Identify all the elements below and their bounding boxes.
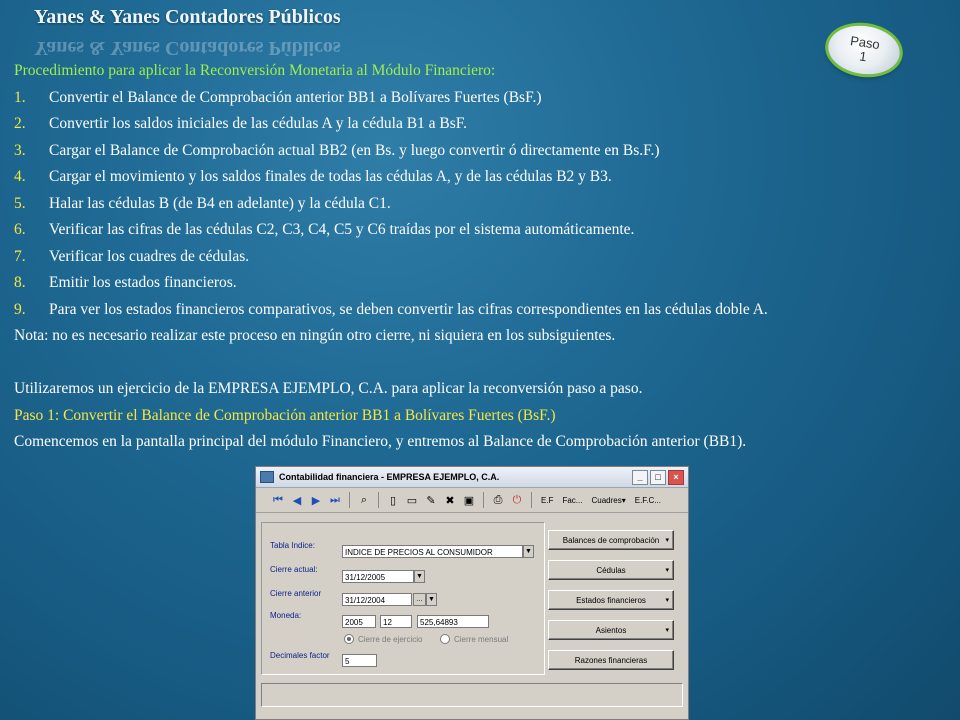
steps-list	[14, 85, 950, 324]
save-icon[interactable]: ▣	[463, 494, 475, 507]
intro-text: Procedimiento para aplicar la Reconversión Monetaria al Módulo Financiero:	[14, 62, 496, 79]
list-item: 3. Cargar el Balance de Comprobación actual BB2 (en Bs. y luego convertir ó directamente en Bs.F.)	[14, 141, 660, 159]
cierre-actual-field[interactable]: 31/12/2005	[342, 570, 414, 583]
first-record-icon[interactable]: ⏮	[273, 493, 283, 506]
slide-content	[14, 58, 950, 456]
list-item: 2. Convertir los saldos iniciales de las cédulas A y la cédula B1 a BsF.	[14, 115, 468, 132]
list-item: 1. Convertir el Balance de Comprobación anterior BB1 a Bolívares Fuertes (BsF.)	[14, 88, 542, 106]
cierre-actual-label: Cierre actual:	[270, 565, 318, 574]
app-icon	[260, 471, 274, 483]
cierre-anterior-field[interactable]: 31/12/2004	[342, 593, 412, 606]
new-document-icon[interactable]: ▯	[389, 494, 397, 507]
list-item: 5. Halar las cédulas B (de B4 en adelante) y la cédula C1.	[14, 194, 391, 212]
spacer	[14, 350, 950, 377]
radio-dot	[344, 634, 354, 644]
chevron-down-icon[interactable]: ▼	[426, 593, 437, 606]
chevron-down-icon[interactable]: ▼	[414, 570, 425, 583]
window-titlebar[interactable]	[256, 467, 688, 488]
fac-button[interactable]: Fac...	[562, 495, 583, 505]
list-item: 4. Cargar el movimiento y los saldos finales de todas las cédulas A, y de las cédulas B2 y B3.	[14, 168, 612, 185]
asientos-button[interactable]: Asientos ▾	[548, 620, 674, 640]
decimales-field[interactable]: 5	[342, 654, 377, 667]
last-record-icon[interactable]: ⏭	[330, 493, 340, 506]
decimales-label: Decimales factor	[270, 651, 330, 660]
chevron-down-icon: ▾	[665, 567, 669, 574]
radio-cierre-ejercicio[interactable]: Cierre de ejercicio	[344, 634, 422, 644]
close-icon[interactable]: ×	[668, 470, 684, 485]
moneda-year-field[interactable]: 2005	[342, 615, 376, 628]
parameters-panel	[261, 522, 545, 675]
minimize-icon[interactable]: _	[632, 470, 648, 485]
window-controls	[632, 470, 688, 485]
open-folder-icon[interactable]: ▭	[406, 494, 418, 507]
tabla-indice-select[interactable]: INDICE DE PRECIOS AL CONSUMIDOR	[342, 545, 523, 558]
edit-icon[interactable]: ✎	[426, 494, 436, 507]
status-bar	[261, 683, 683, 707]
step1-heading: Paso 1: Convertir el Balance de Comprobación anterior BB1 a Bolívares Fuertes (BsF.)	[14, 406, 556, 424]
list-item: 8. Emitir los estados financieros.	[14, 274, 237, 291]
binoculars-icon[interactable]: ⌕	[360, 493, 368, 506]
moneda-value-field[interactable]: 525,64893	[417, 615, 489, 628]
list-item: 7. Verificar los cuadres de cédulas.	[14, 247, 250, 265]
list-item: 9. Para ver los estados financieros comparativos, se deben convertir las cifras correspondientes en las cédulas doble A.	[14, 300, 768, 318]
moneda-month-field[interactable]: 12	[380, 615, 412, 628]
estados-financieros-button[interactable]: Estados financieros ▾	[548, 590, 674, 610]
ellipsis-button[interactable]: ...	[413, 593, 426, 606]
window-title: Contabilidad financiera - EMPRESA EJEMPLO, C.A.	[279, 472, 500, 482]
cuadres-button[interactable]: Cuadres ▾	[591, 495, 626, 505]
toolbar	[256, 488, 688, 513]
chevron-down-icon: ▾	[665, 537, 669, 544]
moneda-label: Moneda:	[270, 611, 302, 620]
paragraph-example: Utilizaremos un ejercicio de la EMPRESA EJEMPLO, C.A. para aplicar la reconversión paso a paso.	[14, 380, 643, 397]
ef-button[interactable]: E.F	[541, 495, 554, 505]
cedulas-button[interactable]: Cédulas ▾	[548, 560, 674, 580]
paso-badge-line2: 1	[858, 48, 868, 65]
app-window	[255, 466, 689, 720]
balances-button[interactable]: Balances de comprobación ▾	[548, 530, 674, 550]
chevron-down-icon[interactable]: ▼	[523, 545, 534, 558]
toolbar-separator	[483, 492, 484, 508]
stop-icon[interactable]: ⏻	[512, 493, 522, 506]
list-item: 6. Verificar las cifras de las cédulas C2, C3, C4, C5 y C6 traídas por el sistema automáticamente.	[14, 221, 635, 238]
paso-badge-line1: Paso	[849, 33, 881, 53]
delete-icon[interactable]: ✖	[445, 494, 455, 507]
header-title-reflection: Yanes & Yanes Contadores Públicos	[34, 37, 341, 59]
radio-dot	[440, 634, 450, 644]
next-record-icon[interactable]: ▶	[311, 494, 321, 507]
toolbar-separator	[349, 492, 350, 508]
tabla-indice-label: Tabla Indice:	[270, 541, 315, 550]
chevron-down-icon: ▾	[665, 597, 669, 604]
note-text: Nota: no es necesario realizar este proceso en ningún otro cierre, ni siquiera en los subsiguientes.	[14, 327, 616, 344]
cierre-anterior-label: Cierre anterior	[270, 589, 322, 598]
toolbar-separator	[378, 492, 379, 508]
toolbar-separator	[531, 492, 532, 508]
radio-cierre-mensual[interactable]: Cierre mensual	[440, 634, 508, 644]
maximize-icon[interactable]: □	[650, 470, 666, 485]
chevron-down-icon: ▾	[665, 627, 669, 634]
previous-record-icon[interactable]: ◀	[292, 494, 302, 507]
efc-button[interactable]: E.F.C...	[634, 495, 661, 505]
paragraph-instructions: Comencemos en la pantalla principal del módulo Financiero, y entremos al Balance de Comprobación anterior (BB1).	[14, 433, 747, 450]
print-icon[interactable]: ⎙	[493, 493, 503, 506]
header-title: Yanes & Yanes Contadores Públicos	[34, 6, 341, 28]
razones-financieras-button[interactable]: Razones financieras	[548, 650, 674, 670]
